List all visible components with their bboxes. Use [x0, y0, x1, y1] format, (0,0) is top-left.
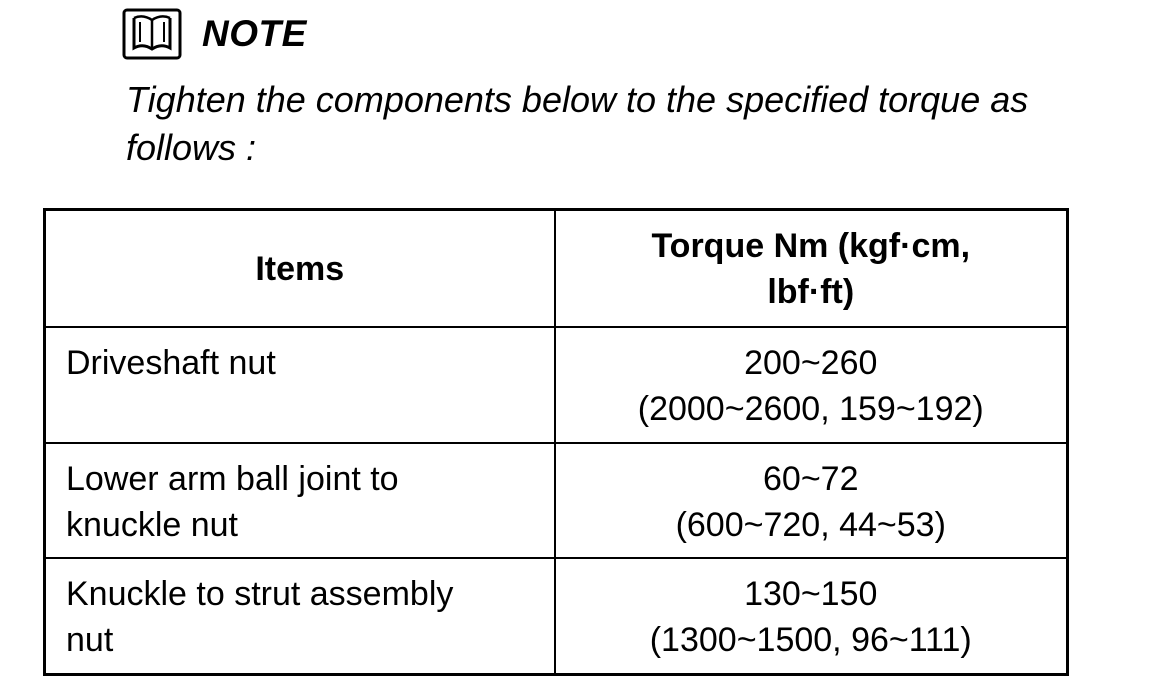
note-header — [122, 6, 307, 62]
torque-cell — [555, 443, 1068, 559]
torque-alt: (1300~1500, 96~111) — [649, 621, 972, 660]
item-text-line2: knuckle nut — [66, 505, 238, 544]
item-text-line1: Lower arm ball joint to — [66, 459, 399, 498]
header-torque-line1: Torque Nm (kgf·cm, — [651, 226, 971, 265]
torque-cell — [555, 327, 1068, 443]
torque-table — [43, 208, 1069, 676]
header-items — [45, 210, 555, 328]
table-header-row — [45, 210, 1068, 328]
item-cell — [45, 443, 555, 559]
torque-cell — [555, 558, 1068, 674]
torque-alt: (600~720, 44~53) — [675, 505, 946, 544]
header-items-label: Items — [255, 249, 345, 288]
torque-alt: (2000~2600, 159~192) — [637, 390, 984, 428]
torque-nm: 60~72 — [763, 459, 859, 498]
header-torque-line2: lbf·ft) — [767, 272, 855, 311]
note-text: Tighten the components below to the specified torque as follows : — [126, 79, 1029, 168]
item-text-line1: Knuckle to strut assembly — [66, 575, 454, 614]
note-title: NOTE — [202, 13, 307, 54]
item-cell — [45, 558, 555, 674]
book-icon — [122, 8, 182, 60]
item-text-line1: Driveshaft nut — [66, 344, 276, 382]
torque-nm: 200~260 — [744, 344, 878, 382]
table-row — [45, 443, 1068, 559]
item-text-line2: nut — [66, 621, 114, 660]
item-cell — [45, 327, 555, 443]
header-torque — [555, 210, 1068, 328]
table-row — [45, 327, 1068, 443]
table-row — [45, 558, 1068, 674]
torque-nm: 130~150 — [744, 575, 878, 614]
